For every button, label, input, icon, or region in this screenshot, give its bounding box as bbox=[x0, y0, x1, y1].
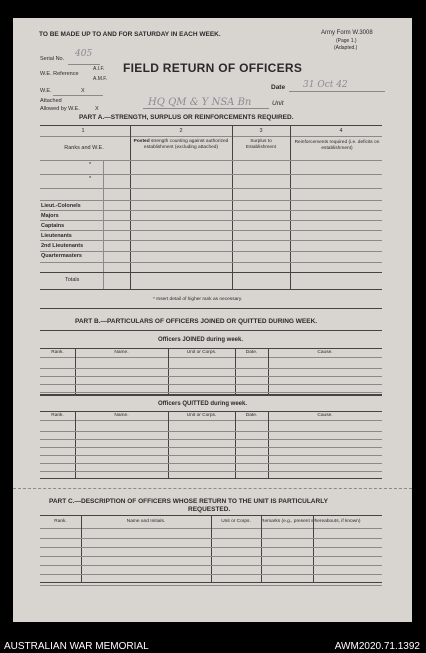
column-header: Name. bbox=[114, 350, 129, 355]
col-num-4: 4 bbox=[339, 128, 343, 134]
col3-header: Surplus to Establishment bbox=[245, 139, 277, 150]
rank-label: Quartermasters bbox=[41, 253, 82, 259]
column-header: Rank. bbox=[54, 519, 67, 524]
rank-label: * bbox=[89, 162, 92, 168]
serial-value: 405 bbox=[75, 49, 93, 59]
date-label: Date bbox=[271, 84, 286, 91]
unit-label: Unit bbox=[272, 100, 284, 107]
column-header: Cause. bbox=[317, 413, 333, 418]
rank-label: Lieutenants bbox=[41, 233, 72, 239]
rank-label: Captains bbox=[41, 223, 65, 229]
serial-label: Serial No. bbox=[40, 56, 65, 62]
we-label: W.E. bbox=[40, 88, 52, 94]
column-header: Cause. bbox=[317, 350, 333, 355]
x-mark-1: X bbox=[81, 88, 85, 94]
footer-accession: AWM2020.71.1392 bbox=[334, 641, 420, 652]
column-header: Date. bbox=[245, 350, 258, 355]
col-num-3: 3 bbox=[259, 128, 263, 134]
column-header: Rank. bbox=[51, 350, 64, 355]
col1-header: Ranks and W.E. bbox=[64, 145, 104, 151]
rank-label: Lieut.-Colonels bbox=[41, 203, 81, 209]
column-header: Name. bbox=[114, 413, 129, 418]
quitted-title: Officers QUITTED during week. bbox=[158, 401, 248, 407]
joined-title: Officers JOINED during week. bbox=[158, 337, 244, 343]
date-value: 31 Oct 42 bbox=[303, 80, 348, 90]
column-header: Name and Initials. bbox=[126, 519, 166, 524]
part-b-heading: PART B.—PARTICULARS OF OFFICERS JOINED OR QUITTED DURING WEEK. bbox=[75, 318, 318, 325]
form-sheet bbox=[13, 18, 412, 622]
totals-label: Totals bbox=[65, 277, 80, 283]
part-c-heading-2: REQUESTED. bbox=[188, 506, 231, 513]
column-header: Unit or Corps. bbox=[221, 519, 251, 524]
attached-label: Attached bbox=[40, 98, 62, 104]
unit-value: HQ QM & Y NSA Bn bbox=[148, 97, 252, 108]
col2-header: Posted strength counting against authorized establishment (excluding attached) bbox=[133, 139, 229, 150]
instruction-text: TO BE MADE UP TO AND FOR SATURDAY IN EACH WEEK. bbox=[39, 31, 221, 38]
form-title: FIELD RETURN OF OFFICERS bbox=[123, 61, 303, 75]
column-header: Date. bbox=[245, 413, 258, 418]
column-header: Rank. bbox=[51, 413, 64, 418]
part-a-heading: PART A.—STRENGTH, SURPLUS OR REINFORCEMENTS REQUIRED. bbox=[79, 114, 294, 121]
x-mark-2: X bbox=[95, 106, 99, 112]
col-num-2: 2 bbox=[179, 128, 183, 134]
form-page: (Page 1.) bbox=[336, 38, 357, 44]
allowed-label: Allowed by W.E. bbox=[40, 106, 80, 112]
column-header: Unit or Corps. bbox=[186, 413, 217, 418]
rank-label: 2nd Lieutenants bbox=[41, 243, 84, 249]
footer-credit: AUSTRALIAN WAR MEMORIAL bbox=[4, 641, 149, 652]
form-adapted: (Adapted.) bbox=[334, 45, 358, 51]
we-reference-label: W.E. Reference bbox=[40, 71, 79, 77]
aif-label: A.I.F. bbox=[93, 66, 105, 72]
col-num-1: 1 bbox=[81, 128, 85, 134]
col4-header: Reinforcements required (i.e. deficits on establishment) bbox=[294, 140, 380, 151]
rank-label: Majors bbox=[41, 213, 59, 219]
part-a-footnote: * Insert detail of higher rank as necessary. bbox=[153, 297, 243, 302]
form-number: Army Form W.3008 bbox=[321, 30, 373, 36]
column-header: Remarks (e.g., present whereabouts, if known) bbox=[261, 519, 361, 524]
column-header: Unit or Corps. bbox=[186, 350, 217, 355]
rank-label: * bbox=[89, 176, 92, 182]
part-c-heading-1: PART C.—DESCRIPTION OF OFFICERS WHOSE RETURN TO THE UNIT IS PARTICULARLY bbox=[49, 498, 328, 505]
amf-label: A.M.F. bbox=[93, 76, 108, 82]
